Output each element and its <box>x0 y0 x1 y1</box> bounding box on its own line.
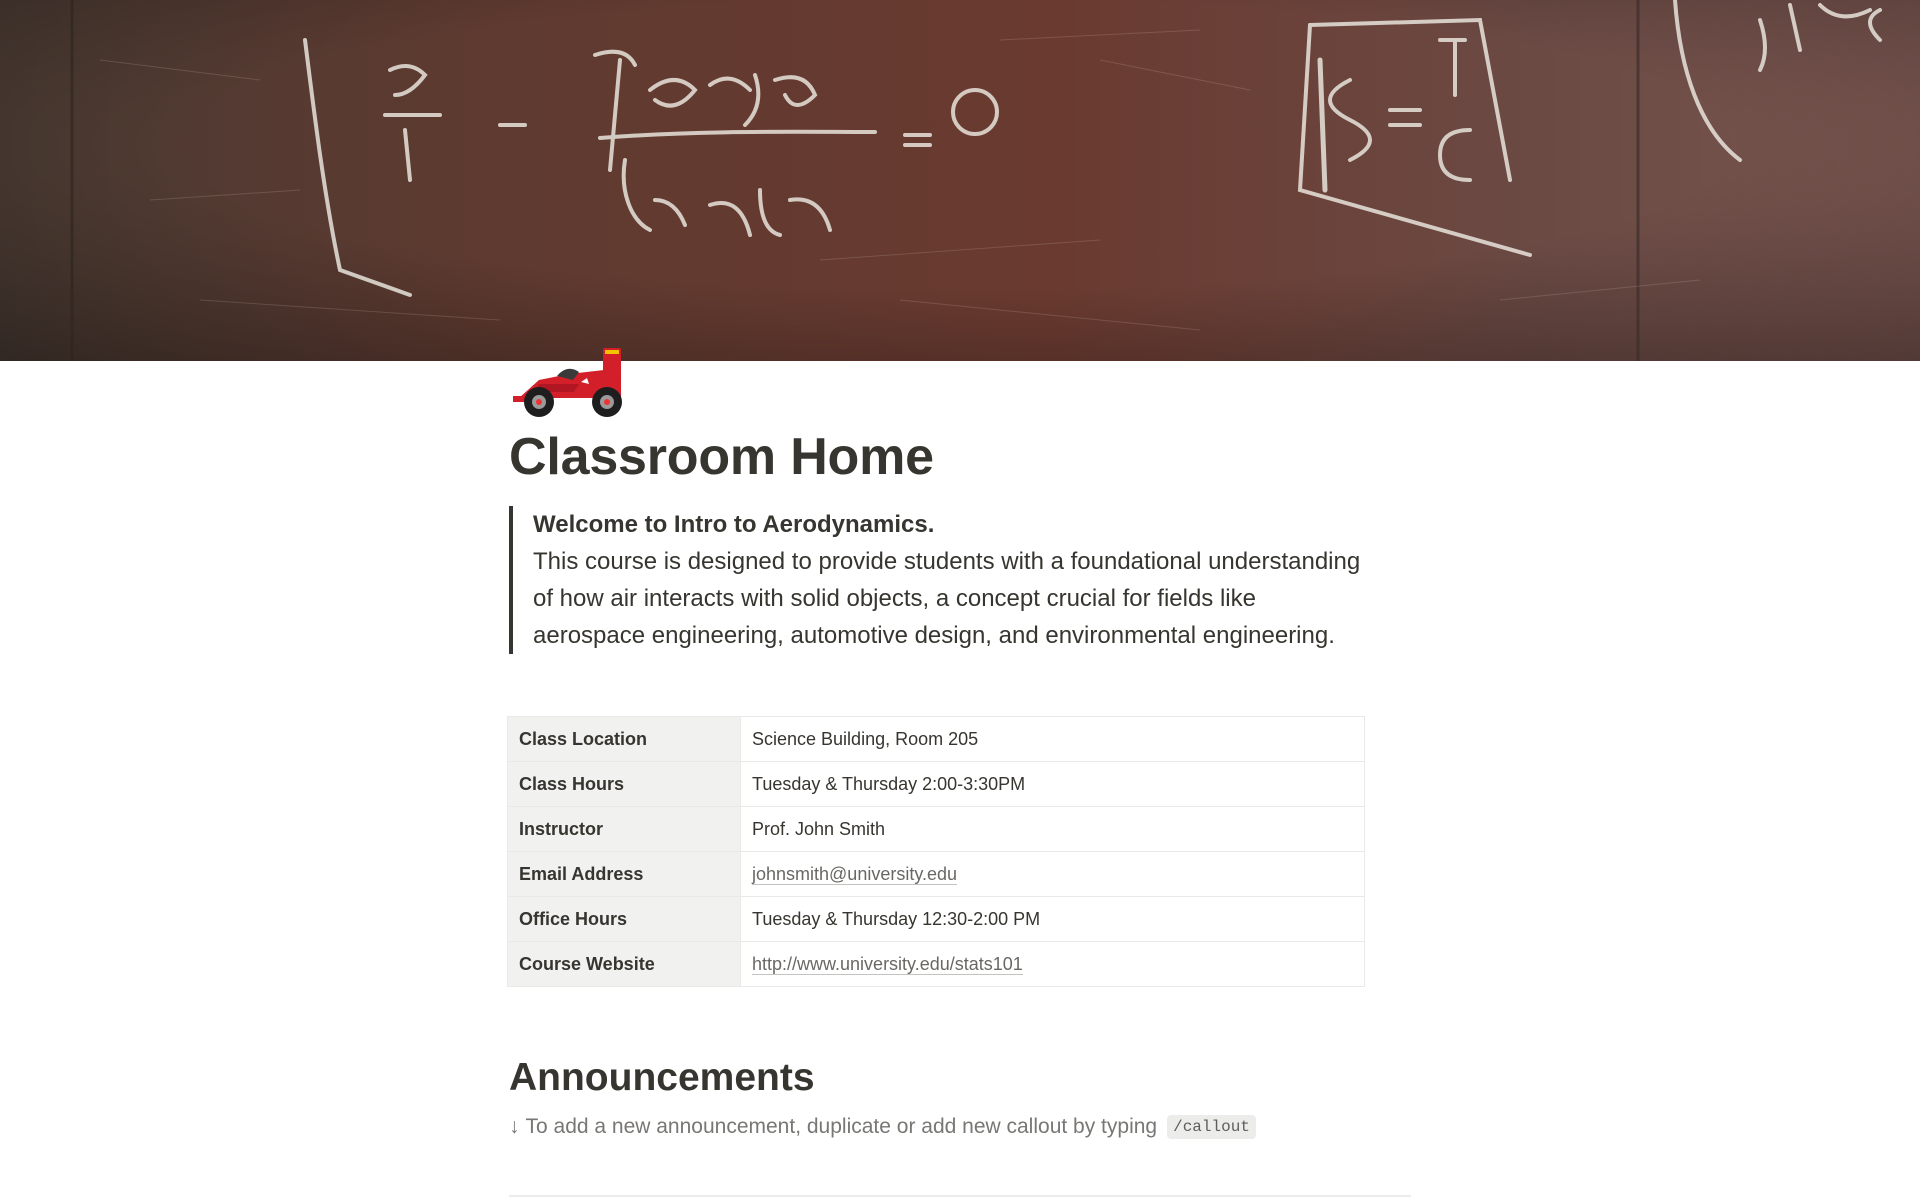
info-value-cell <box>741 942 1365 987</box>
welcome-quote[interactable] <box>509 506 1373 654</box>
info-value[interactable]: Science Building, Room 205 <box>741 717 1365 762</box>
welcome-lead: Welcome to Intro to Aerodynamics. <box>533 511 935 538</box>
info-label: Class Hours <box>508 762 741 807</box>
page-content <box>509 340 1409 1139</box>
info-value[interactable]: Tuesday & Thursday 2:00-3:30PM <box>741 762 1365 807</box>
table-row <box>508 897 1365 942</box>
info-value-cell <box>741 852 1365 897</box>
divider <box>509 1195 1411 1197</box>
info-label: Office Hours <box>508 897 741 942</box>
info-label: Class Location <box>508 717 741 762</box>
welcome-body: This course is designed to provide students with a foundational understanding of how air interacts with solid objects, a concept crucial for fields like aerospace engineering, automotive design, and environmental engineering. <box>533 548 1361 649</box>
arrow-down-icon: ↓ <box>509 1115 520 1138</box>
callout-code: /callout <box>1167 1115 1256 1139</box>
info-value[interactable]: Tuesday & Thursday 12:30-2:00 PM <box>741 897 1365 942</box>
table-row <box>508 852 1365 897</box>
table-row <box>508 942 1365 987</box>
course-info-table <box>507 716 1365 987</box>
cover-image[interactable] <box>0 0 1920 361</box>
announcements-heading[interactable]: Announcements <box>509 1056 815 1099</box>
table-row <box>508 762 1365 807</box>
table-row <box>508 807 1365 852</box>
info-label: Email Address <box>508 852 741 897</box>
course-website-link[interactable]: http://www.university.edu/stats101 <box>752 953 1023 974</box>
info-label: Course Website <box>508 942 741 987</box>
page-title[interactable]: Classroom Home <box>509 428 934 486</box>
info-value[interactable]: Prof. John Smith <box>741 807 1365 852</box>
hint-text: To add a new announcement, duplicate or add new callout by typing <box>525 1115 1158 1138</box>
chalkboard-cover <box>0 0 1920 361</box>
table-row <box>508 717 1365 762</box>
email-link[interactable]: johnsmith@university.edu <box>752 863 958 884</box>
announcement-hint[interactable] <box>509 1115 1409 1139</box>
info-label: Instructor <box>508 807 741 852</box>
race-car-icon[interactable] <box>509 340 631 420</box>
